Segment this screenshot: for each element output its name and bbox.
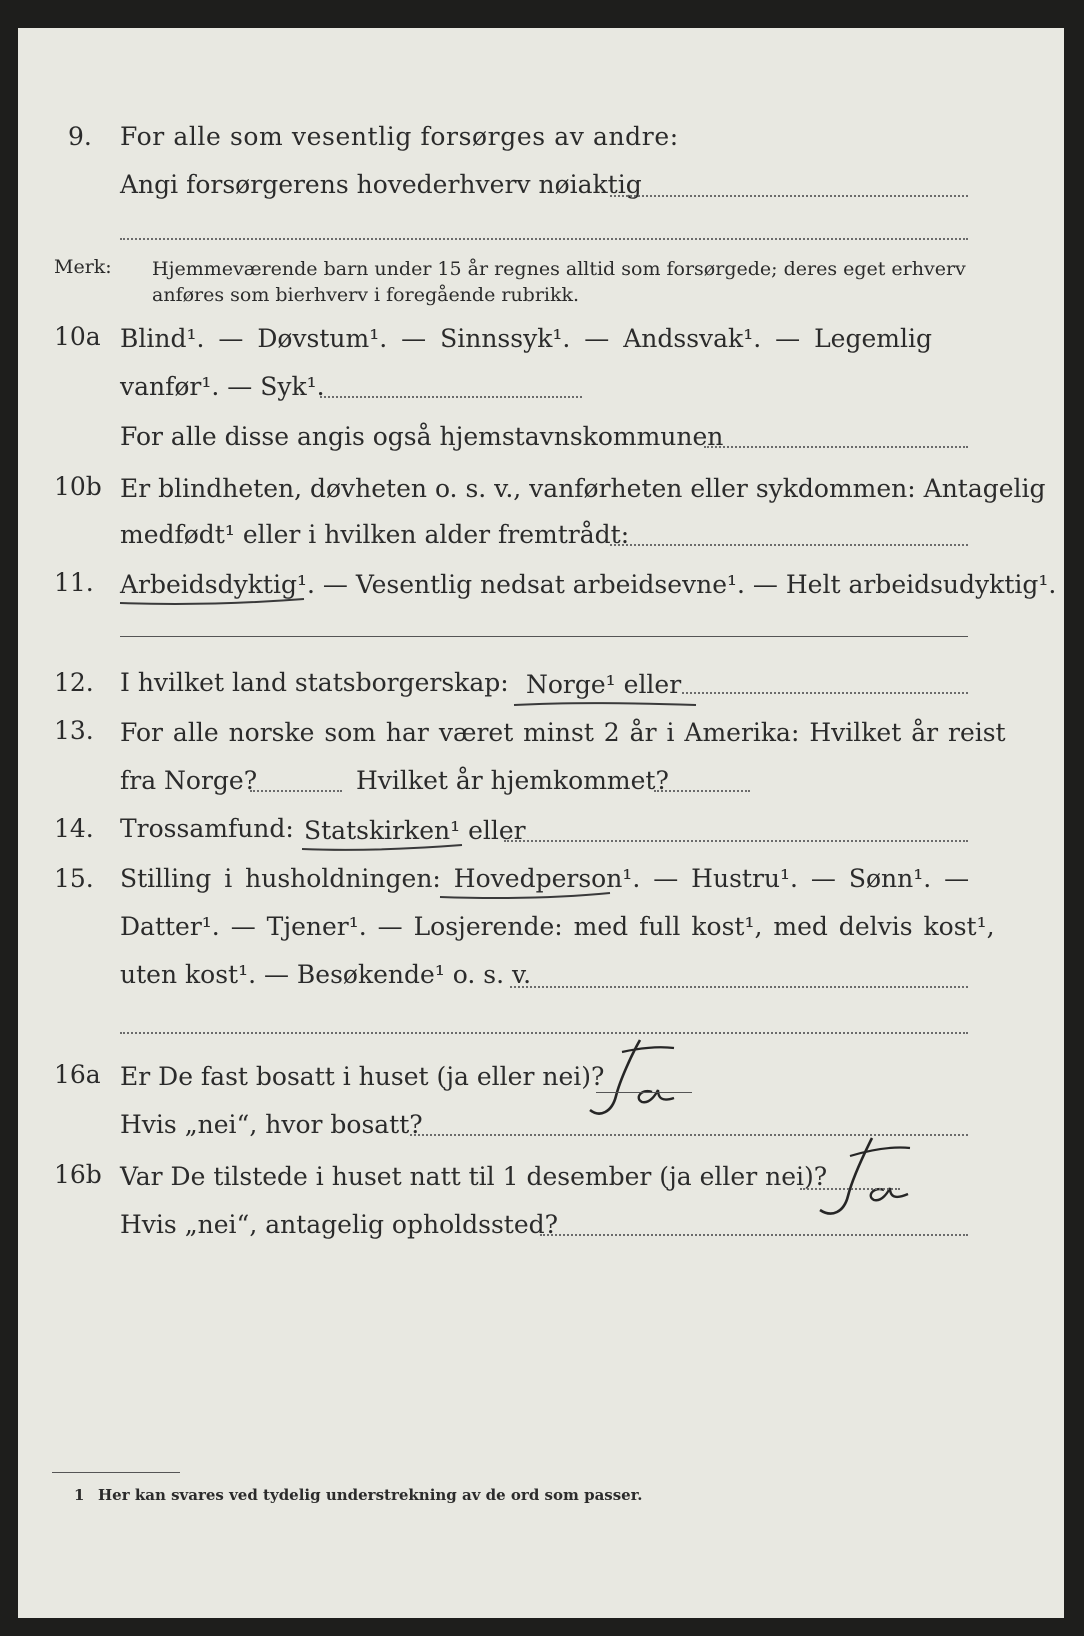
q14-answer: Statskirken¹ eller [304, 816, 526, 845]
q10a-answer-line [320, 396, 582, 398]
q16a-line1: Er De fast bosatt i huset (ja eller nei)? [120, 1062, 605, 1091]
q16a-handwritten-answer [582, 1034, 692, 1128]
q12-answer: Norge¹ eller [526, 670, 682, 699]
q12-answer-line [682, 692, 968, 694]
q12-underline-mark [512, 696, 702, 715]
q13-line2a: fra Norge? [120, 766, 258, 795]
q10a-number: 10a [54, 322, 101, 351]
q15-number: 15. [54, 864, 94, 893]
q11-underline-mark [118, 594, 308, 613]
q10a-hjemstavn-line [704, 446, 968, 448]
q16b-handwritten-answer [814, 1132, 924, 1226]
q9-answer-line-2 [120, 238, 968, 240]
q15-line3: uten kost¹. — Besøkende¹ o. s. v. [120, 960, 532, 989]
footnote-separator [52, 1472, 180, 1473]
q14-number: 14. [54, 814, 94, 843]
q9-line1: For alle som vesentlig forsørges av andre: [120, 122, 679, 151]
q11-line1: Arbeidsdyktig¹. — Vesentlig nedsat arbeidsevne¹. — Helt arbeidsudyktig¹. [120, 570, 1057, 599]
q13-hjemkommet-line [654, 790, 750, 792]
q16b-opholdssted-line [540, 1234, 968, 1236]
q13-line2b: Hvilket år hjemkommet? [356, 766, 669, 795]
q12-number: 12. [54, 668, 94, 697]
q15-answer-line [510, 986, 968, 988]
q9-answer-line [610, 195, 968, 197]
footnote-text: Her kan svares ved tydelig understrekning av de ord som passer. [98, 1486, 643, 1504]
q15-underline-mark [438, 888, 618, 907]
footnote-mark: 1 [74, 1486, 85, 1504]
q9-line2: Angi forsørgerens hovederhverv nøiaktig [120, 170, 642, 199]
q16b-answer-line [800, 1188, 900, 1190]
q16a-number: 16a [54, 1060, 101, 1089]
q10a-line2: vanfør¹. — Syk¹. [120, 372, 325, 401]
q11-number: 11. [54, 568, 94, 597]
q10b-line1: Er blindheten, døvheten o. s. v., vanførheten eller sykdommen: Antagelig [120, 474, 1046, 503]
q13-number: 13. [54, 716, 94, 745]
q10b-answer-line [610, 544, 968, 546]
q16a-answer-line [596, 1092, 692, 1093]
q15-answer-line-2 [120, 1032, 968, 1034]
q16b-number: 16b [54, 1160, 102, 1189]
merk-label: Merk: [54, 256, 112, 278]
q9-number: 9. [68, 122, 92, 151]
q14-line1: Trossamfund: [120, 814, 294, 843]
q16a-line2: Hvis „nei“, hvor bosatt? [120, 1110, 423, 1139]
q11-answer-line [120, 636, 968, 637]
q10a-line1: Blind¹. — Døvstum¹. — Sinnssyk¹. — Andssvak¹. — Legemlig [120, 324, 932, 353]
q10b-number: 10b [54, 472, 102, 501]
merk-line1: Hjemmeværende barn under 15 år regnes alltid som forsørgede; deres eget erhverv [152, 258, 966, 280]
q10a-line3: For alle disse angis også hjemstavnskommunen [120, 422, 724, 451]
q16b-line2: Hvis „nei“, antagelig opholdssted? [120, 1210, 559, 1239]
q15-line1: Stilling i husholdningen: Hovedperson¹. — Hustru¹. — Sønn¹. — [120, 864, 970, 893]
q16b-line1: Var De tilstede i huset natt til 1 desember (ja eller nei)? [120, 1162, 828, 1191]
merk-line2: anføres som bierhverv i foregående rubrikk. [152, 284, 580, 306]
q10b-line2: medfødt¹ eller i hvilken alder fremtrådt: [120, 520, 630, 549]
q14-underline-mark [300, 840, 470, 859]
q15-line2: Datter¹. — Tjener¹. — Losjerende: med full kost¹, med delvis kost¹, [120, 912, 995, 941]
q13-line1: For alle norske som har været minst 2 år i Amerika: Hvilket år reist [120, 718, 1006, 747]
q12-line1: I hvilket land statsborgerskap: [120, 668, 509, 697]
q14-answer-line [504, 840, 968, 842]
q13-reist-line [250, 790, 342, 792]
census-form-page [18, 28, 1064, 1618]
